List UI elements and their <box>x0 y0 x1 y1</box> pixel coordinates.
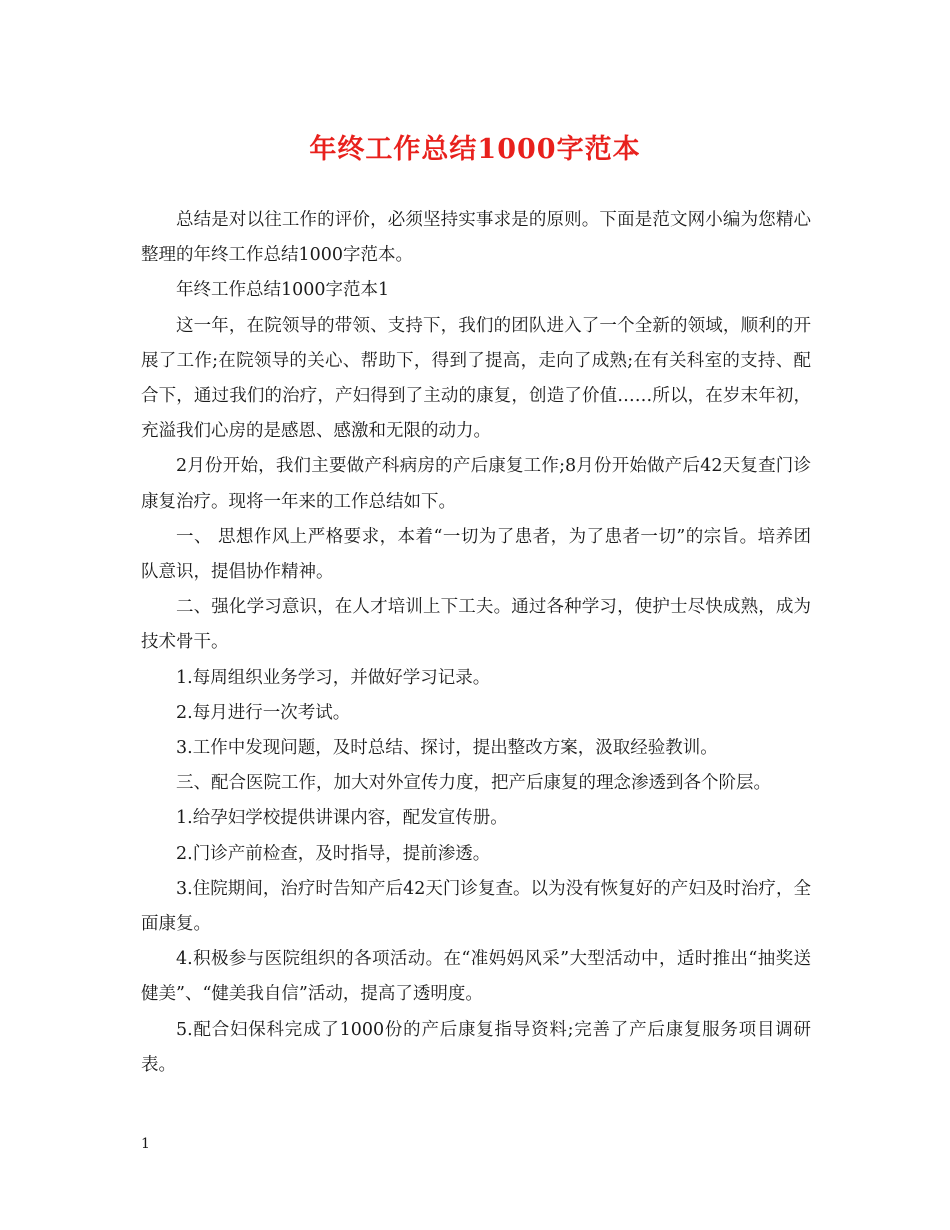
paragraph-timeline: 2月份开始，我们主要做产科病房的产后康复工作;8月份开始做产后42天复查门诊康复治疗。现将一年来的工作总结如下。 <box>141 456 811 512</box>
page-number: 1 <box>141 1136 150 1152</box>
paragraph-subtitle: 年终工作总结1000字范本1 <box>176 280 390 301</box>
paragraph-section-2: 二、强化学习意识，在人才培训上下工夫。通过各种学习，使护士尽快成熟，成为技术骨干。 <box>141 597 811 653</box>
document-title: 年终工作总结1000字范本 <box>309 134 641 165</box>
paragraph-item: 4.积极参与医院组织的各项活动。在“准妈妈风采”大型活动中，适时推出“抽奖送健美”、“健美我自信”活动，提高了透明度。 <box>141 949 811 1005</box>
paragraph-item: 3.工作中发现问题，及时总结、探讨，提出整改方案，汲取经验教训。 <box>176 738 718 759</box>
paragraph-item: 1.每周组织业务学习，并做好学习记录。 <box>176 667 491 688</box>
document-body <box>141 203 811 1083</box>
paragraph-item: 2.门诊产前检查，及时指导，提前渗透。 <box>176 843 491 864</box>
paragraph-section-3: 三、配合医院工作，加大对外宣传力度，把产后康复的理念渗透到各个阶层。 <box>176 773 771 794</box>
paragraph-item: 2.每月进行一次考试。 <box>176 702 351 723</box>
paragraph-intro: 总结是对以往工作的评价，必须坚持实事求是的原则。下面是范文网小编为您精心整理的年终工作总结1000字范本。 <box>141 210 811 266</box>
paragraph-overview: 这一年，在院领导的带领、支持下，我们的团队进入了一个全新的领域，顺利的开展了工作;在院领导的关心、帮助下，得到了提高，走向了成熟;在有关科室的支持、配合下，通过我们的治疗，产妇得到了主动的康复，创造了价值……所以，在岁末年初，充溢我们心房的是感恩、感激和无限的动力。 <box>141 315 811 442</box>
paragraph-item: 1.给孕妇学校提供讲课内容，配发宣传册。 <box>176 808 508 829</box>
paragraph-item: 5.配合妇保科完成了1000份的产后康复指导资料;完善了产后康复服务项目调研表。 <box>141 1019 811 1075</box>
paragraph-item: 3.住院期间，治疗时告知产后42天门诊复查。以为没有恢复好的产妇及时治疗，全面康复。 <box>141 878 811 935</box>
paragraph-section-1: 一、 思想作风上严格要求，本着“一切为了患者，为了患者一切”的宗旨。培养团队意识，提倡协作精神。 <box>141 526 811 583</box>
